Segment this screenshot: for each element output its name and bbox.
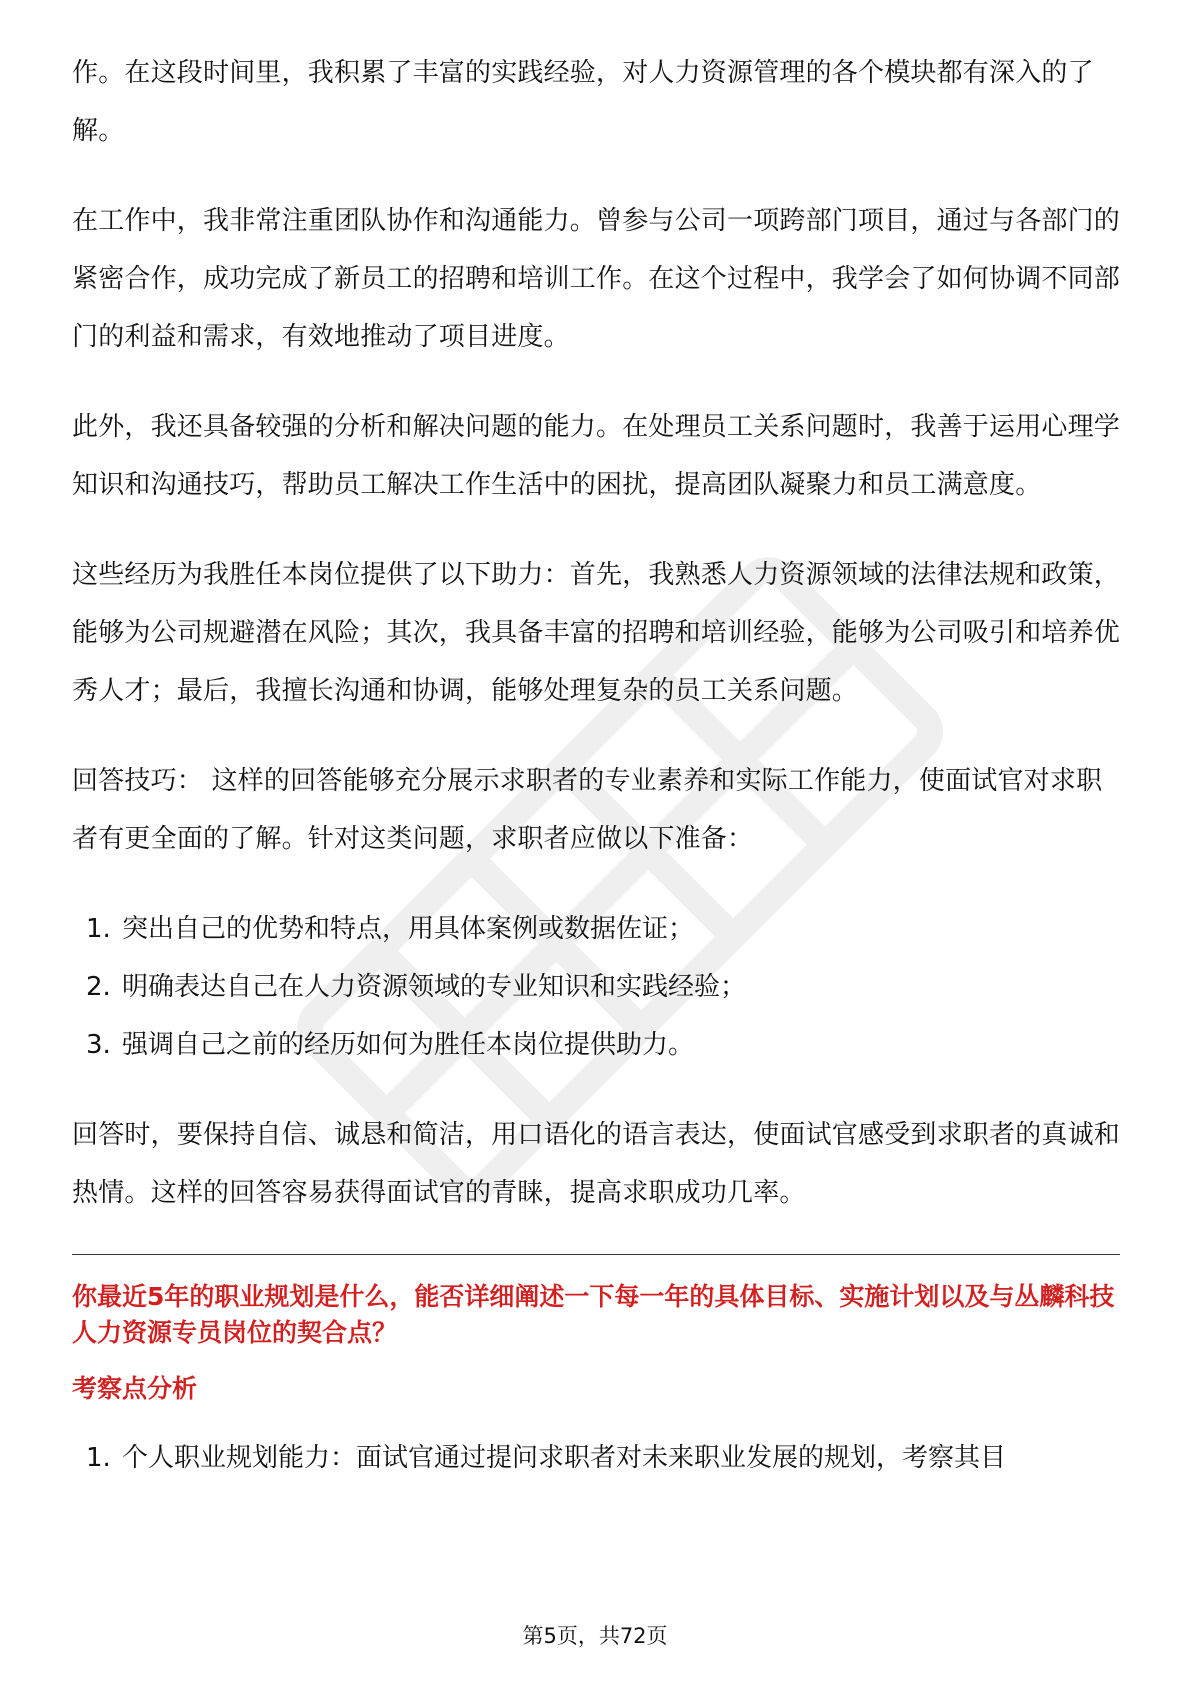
closing-paragraph: 回答时，要保持自信、诚恳和简洁，用口语化的语言表达，使面试官感受到求职者的真诚和热情。这样的回答容易获得面试官的青睐，提高求职成功几率。 bbox=[72, 1120, 1121, 1208]
list-text: 强调自己之前的经历如何为胜任本岗位提供助力。 bbox=[122, 1030, 695, 1060]
analysis-heading: 考察点分析 bbox=[72, 1374, 198, 1403]
list-number: 1. bbox=[86, 914, 111, 944]
list-number: 3. bbox=[86, 1030, 111, 1060]
list-number: 2. bbox=[86, 972, 111, 1002]
paragraph: 这些经历为我胜任本岗位提供了以下助力：首先，我熟悉人力资源领域的法律法规和政策，能够为公司规避潜在风险；其次，我具备丰富的招聘和培训经验，能够为公司吸引和培养优秀人才；最后，我擅长沟通和协调，能够处理复杂的员工关系问题。 bbox=[72, 560, 1121, 706]
list-text: 突出自己的优势和特点，用具体案例或数据佐证； bbox=[122, 914, 695, 944]
list-text: 个人职业规划能力：面试官通过提问求职者对未来职业发展的规划，考察其目 bbox=[122, 1443, 1007, 1473]
tips-list bbox=[72, 900, 1122, 1074]
paragraph: 作。在这段时间里，我积累了丰富的实践经验，对人力资源管理的各个模块都有深入的了解。 bbox=[72, 58, 1094, 146]
section-divider bbox=[72, 1254, 1120, 1255]
paragraph: 此外，我还具备较强的分析和解决问题的能力。在处理员工关系问题时，我善于运用心理学知识和沟通技巧，帮助员工解决工作生活中的困扰，提高团队凝聚力和员工满意度。 bbox=[72, 412, 1121, 500]
list-number: 1. bbox=[86, 1443, 111, 1473]
analysis-list bbox=[72, 1429, 1122, 1487]
list-item bbox=[72, 1429, 1122, 1487]
interview-question: 你最近5年的职业规划是什么，能否详细阐述一下每一年的具体目标、实施计划以及与丛麟科技人力资源专员岗位的契合点？ bbox=[72, 1282, 1115, 1347]
document-body bbox=[72, 44, 1122, 1519]
list-text: 明确表达自己在人力资源领域的专业知识和实践经验； bbox=[122, 972, 747, 1002]
list-item bbox=[72, 1016, 1122, 1074]
paragraph: 在工作中，我非常注重团队协作和沟通能力。曾参与公司一项跨部门项目，通过与各部门的紧密合作，成功完成了新员工的招聘和培训工作。在这个过程中，我学会了如何协调不同部门的利益和需求，有效地推动了项目进度。 bbox=[72, 206, 1121, 352]
list-item bbox=[72, 958, 1122, 1016]
page-footer: 第5页，共72页 bbox=[522, 1624, 668, 1648]
answer-tips-paragraph: 回答技巧： 这样的回答能够充分展示求职者的专业素养和实际工作能力，使面试官对求职者有更全面的了解。针对这类问题，求职者应做以下准备： bbox=[72, 766, 1103, 854]
list-item bbox=[72, 900, 1122, 958]
